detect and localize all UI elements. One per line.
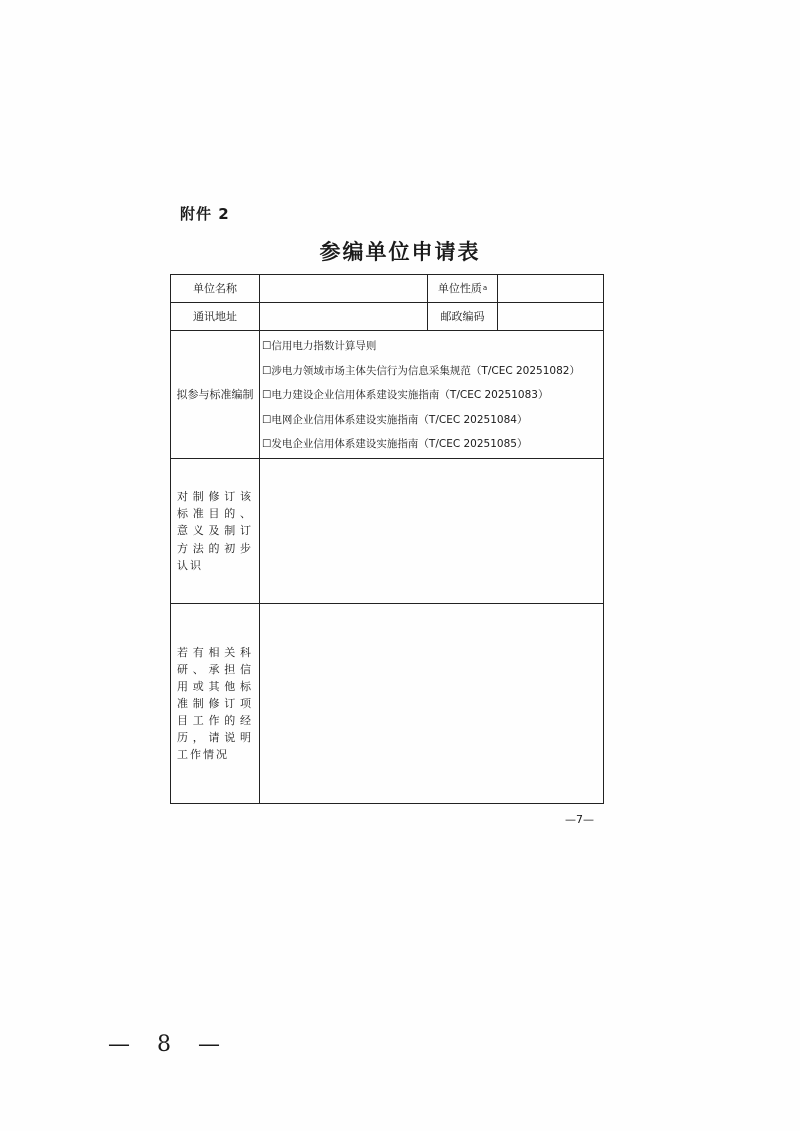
footnote-marker: a [482, 284, 488, 293]
application-form-table [170, 274, 604, 804]
attachment-label: 附件 2 [180, 205, 230, 223]
standards-options [262, 334, 602, 457]
unit-type-label: 单位性质 a [437, 281, 488, 295]
experience-label: 若有相关科研、承担信用或其他标准制修订项目工作的经历，请说明工作情况 [177, 645, 253, 762]
outer-page-number: — 8 — [108, 1032, 230, 1057]
unit-type-field[interactable] [498, 275, 603, 302]
standard-option-checkbox[interactable]: ☐电网企业信用体系建设实施指南（T/CEC 20251084） [262, 413, 528, 426]
inner-page-number: —7— [565, 813, 594, 826]
understanding-label: 对制修订该标准目的、意义及制订方法的初步认识 [177, 490, 253, 572]
address-label: 通讯地址 [193, 309, 237, 323]
unit-name-label: 单位名称 [193, 281, 237, 295]
postal-code-label: 邮政编码 [440, 309, 485, 323]
unit-name-field[interactable] [260, 275, 427, 302]
experience-field[interactable] [260, 604, 603, 803]
postal-code-field[interactable] [498, 303, 603, 330]
standards-label: 拟参与标准编制 [176, 387, 254, 401]
page-title: 参编单位申请表 [319, 240, 481, 264]
standard-option-checkbox[interactable]: ☐涉电力领域市场主体失信行为信息采集规范（T/CEC 20251082） [262, 364, 580, 377]
understanding-field[interactable] [260, 459, 603, 603]
standard-option-checkbox[interactable]: ☐信用电力指数计算导则 [262, 340, 377, 352]
standard-option-checkbox[interactable]: ☐发电企业信用体系建设实施指南（T/CEC 20251085） [262, 438, 528, 450]
address-field[interactable] [260, 303, 427, 330]
standard-option-checkbox[interactable]: ☐电力建设企业信用体系建设实施指南（T/CEC 20251083） [262, 389, 549, 401]
